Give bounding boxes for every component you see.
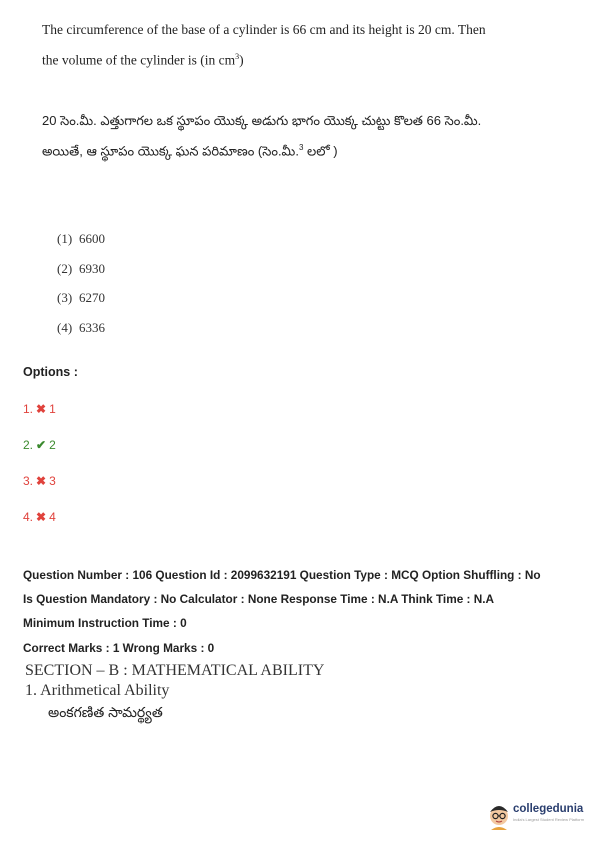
choice-4 <box>57 320 105 336</box>
choice-number: (2) <box>57 261 73 276</box>
superscript: 3 <box>235 52 240 61</box>
question-telugu-line-1: 20 సెం.మీ. ఎత్తుగాగల ఒక స్థూపం యొక్క అడుగు భాగం యొక్క చుట్టు కొలత 66 సెం.మీ. <box>42 113 482 128</box>
question-meta-line-3: Minimum Instruction Time : 0 <box>23 616 187 630</box>
question-english-line-1: The circumference of the base of a cylinder is 66 cm and its height is 20 cm. Then <box>42 22 486 37</box>
option-3 <box>23 474 56 488</box>
choice-value: 6270 <box>79 290 105 305</box>
mascot-icon <box>487 800 511 830</box>
check-icon: ✔ <box>36 438 47 452</box>
option-2 <box>23 438 56 452</box>
choice-value: 6930 <box>79 261 105 276</box>
question-meta-line-2: Is Question Mandatory : No Calculator : None Response Time : N.A Think Time : N.A <box>23 592 495 606</box>
option-value: 3 <box>49 474 56 488</box>
logo-tagline: India's Largest Student Review Platform <box>513 817 585 822</box>
question-telugu-line-2 <box>42 143 338 162</box>
question-english-line-2 <box>42 52 244 69</box>
choice-value: 6336 <box>79 320 105 335</box>
choice-number: (3) <box>57 290 73 305</box>
options-label: Options : <box>23 365 78 379</box>
option-number: 1. <box>23 402 34 416</box>
choice-1 <box>57 231 105 247</box>
question-telugu-line-2-text: అయితే, ఆ స్థూపం యొక్క ఘన పరిమాణం (సెం.మీ. <box>42 143 299 159</box>
option-value: 2 <box>49 438 56 452</box>
question-meta-line-4: Correct Marks : 1 Wrong Marks : 0 <box>23 641 215 655</box>
cross-icon: ✖ <box>36 510 47 524</box>
question-english-line-2-close: ) <box>239 52 244 68</box>
choice-2 <box>57 261 105 277</box>
collegedunia-logo <box>487 800 585 832</box>
option-number: 4. <box>23 510 34 524</box>
option-number: 2. <box>23 438 34 452</box>
choice-number: (4) <box>57 320 73 335</box>
logo-name: collegedunia <box>513 803 584 815</box>
section-subtitle: 1. Arithmetical Ability <box>25 682 170 699</box>
option-4 <box>23 510 56 524</box>
choice-number: (1) <box>57 231 73 246</box>
option-value: 1 <box>49 402 56 416</box>
choice-3 <box>57 290 105 306</box>
option-number: 3. <box>23 474 34 488</box>
section-title: SECTION – B : MATHEMATICAL ABILITY <box>25 662 325 679</box>
superscript: 3 <box>298 143 304 152</box>
cross-icon: ✖ <box>36 402 47 416</box>
question-english-line-2-text: the volume of the cylinder is (in cm <box>42 52 236 68</box>
option-1 <box>23 402 56 416</box>
question-telugu-line-2-close: లలో ) <box>303 143 338 159</box>
question-meta-line-1: Question Number : 106 Question Id : 2099632191 Question Type : MCQ Option Shuffling : No <box>23 568 541 582</box>
cross-icon: ✖ <box>36 474 47 488</box>
section-telugu: అంకగణిత సామర్థ్యత <box>48 704 163 720</box>
choice-value: 6600 <box>79 231 105 246</box>
option-value: 4 <box>49 510 56 524</box>
